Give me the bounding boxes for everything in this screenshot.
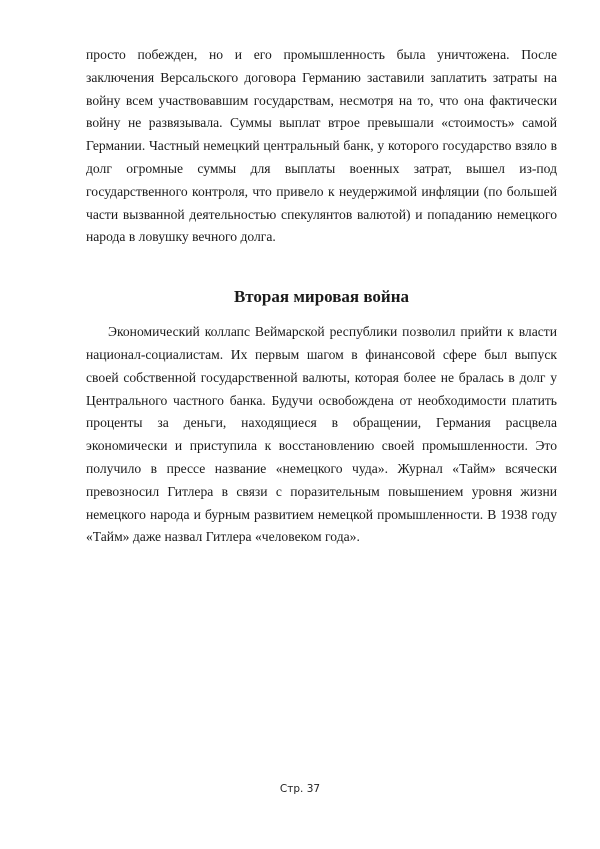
section-heading: Вторая мировая война <box>233 287 410 307</box>
page-content <box>86 44 557 549</box>
paragraph-continuation: просто побежден, но и его промышленность была уничтожена. После заключения Версальского договора Германию заставили заплатить затраты на войну всем участвовавшим государствам, несмотря на то, что она фактически войну не развязывала. Суммы выплат втрое превышали «стоимость» самой Германии. Частный немецкий центральный банк, у которого государство взяло в долг огромные суммы для выплаты военных затрат, вышел из-под государственного контроля, что привело к неудержимой инфляции (по большей части вызванной деятельностью спекулянтов валютой) и попаданию немецкого народа в ловушку вечного долга. <box>86 47 557 245</box>
page-number: Стр. 37 <box>279 783 321 795</box>
paragraph-body: Экономический коллапс Веймарской республики позволил прийти к власти национал-социалистам. Их первым шагом в финансовой сфере был выпуск своей собственной государственной валюты, которая более не бралась в долг у Центрального частного банка. Будучи освобождена от необходимости платить проценты за деньги, находящиеся в обращении, Германия расцвела экономически и приступила к восстановлению своей промышленности. Это получило в прессе название «немецкого чуда». Журнал «Тайм» всячески превозносил Гитлера в связи с поразительным повышением уровня жизни немецкого народа и бурным развитием немецкой промышленности. В 1938 году «Тайм» даже назвал Гитлера «человеком года». <box>86 324 557 545</box>
